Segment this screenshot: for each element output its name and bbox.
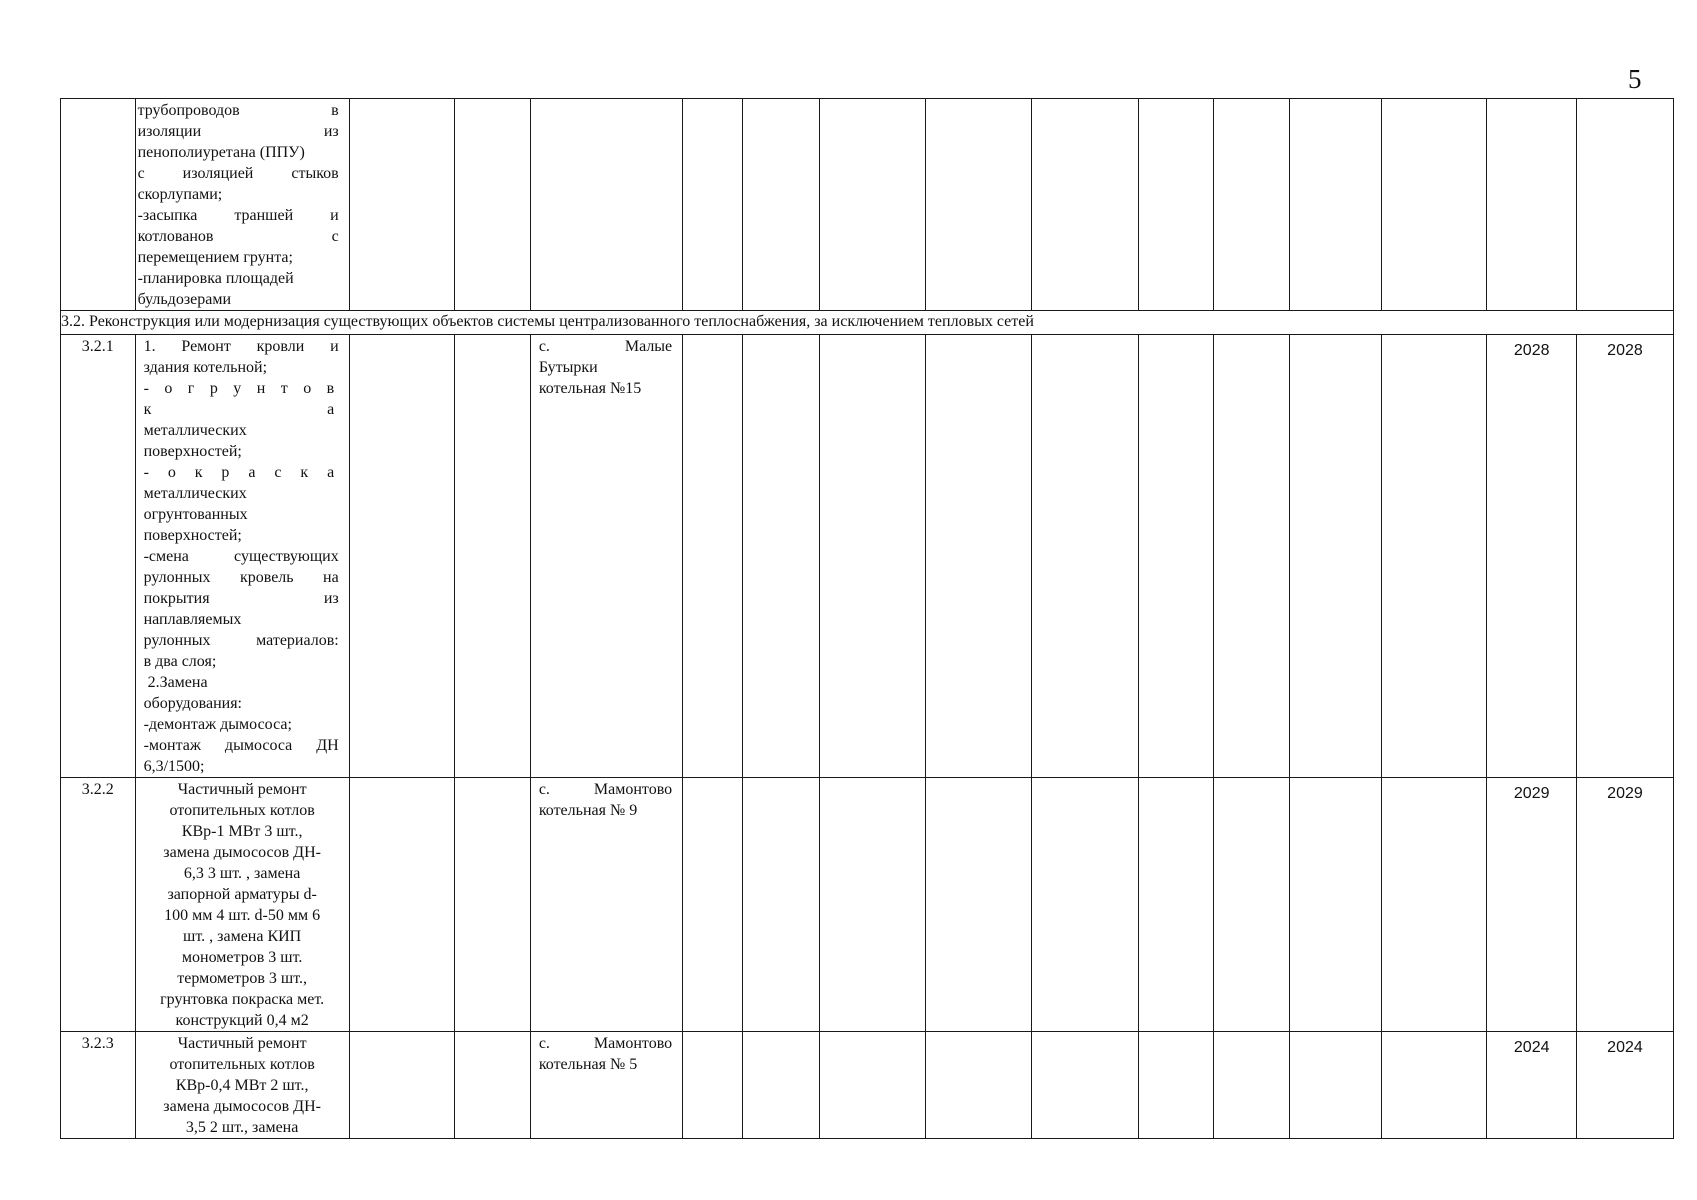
text-line: Частичный ремонт bbox=[177, 1035, 307, 1052]
text-line: -демонтаж дымососа; bbox=[143, 716, 292, 733]
text-line: рулонных кровель на bbox=[143, 569, 339, 586]
section-header-row bbox=[61, 311, 1674, 335]
text-line: - о г р у н т о в к а bbox=[143, 380, 339, 418]
cell-empty bbox=[1031, 335, 1139, 778]
cell-description bbox=[135, 335, 349, 778]
cell-empty bbox=[1139, 778, 1214, 1032]
cell-empty bbox=[926, 335, 1031, 778]
cell-empty bbox=[742, 99, 819, 311]
text-line: наплавляемых bbox=[143, 611, 242, 628]
text-line: 6,3 3 шт. , замена bbox=[183, 865, 301, 882]
year-start: 2028 bbox=[1487, 335, 1576, 778]
text-line: пенополиуретана (ППУ) bbox=[137, 144, 305, 161]
text-line: запорной арматуры d- bbox=[167, 886, 317, 903]
text-line: перемещением грунта; bbox=[137, 249, 293, 266]
table-row bbox=[61, 778, 1674, 1032]
cell-description bbox=[135, 99, 349, 311]
cell-empty bbox=[1031, 99, 1139, 311]
cell-empty bbox=[926, 99, 1031, 311]
text-line: поверхностей; bbox=[143, 443, 242, 460]
text-line: отопительных котлов bbox=[169, 1056, 315, 1073]
cell-empty bbox=[455, 778, 531, 1032]
cell-empty bbox=[926, 1032, 1031, 1139]
text-line: здания котельной; bbox=[143, 359, 268, 376]
text-line: 2.Замена bbox=[143, 674, 208, 691]
text-line: трубопроводов в bbox=[137, 102, 339, 119]
text-line: монометров 3 шт. bbox=[181, 949, 303, 966]
cell-empty bbox=[683, 778, 743, 1032]
cell-empty bbox=[530, 99, 682, 311]
table-row bbox=[61, 335, 1674, 778]
cell-number bbox=[61, 99, 136, 311]
text-line: шт. , замена КИП bbox=[183, 928, 302, 945]
text-line: замена дымососов ДН- bbox=[163, 844, 321, 861]
cell-empty bbox=[1381, 99, 1486, 311]
year-end: 2028 bbox=[1576, 335, 1673, 778]
cell-empty bbox=[683, 99, 743, 311]
cell-empty bbox=[742, 335, 819, 778]
text-line: оборудования: bbox=[143, 695, 242, 712]
year-end: 2029 bbox=[1576, 778, 1673, 1032]
cell-empty bbox=[1381, 1032, 1486, 1139]
text-line: КВр-0,4 МВт 2 шт., bbox=[175, 1077, 309, 1094]
text-line: -планировка площадей bbox=[137, 270, 294, 287]
text-line: в два слоя; bbox=[143, 653, 217, 670]
text-line: Бутырки bbox=[538, 359, 598, 376]
row-number: 3.2.2 bbox=[61, 778, 136, 1032]
cell-empty bbox=[819, 778, 926, 1032]
text-line: скорлупами; bbox=[137, 186, 223, 203]
cell-empty bbox=[1213, 1032, 1290, 1139]
table-row-continued bbox=[61, 99, 1674, 311]
row-number: 3.2.3 bbox=[61, 1032, 136, 1139]
cell-empty bbox=[1031, 1032, 1139, 1139]
cell-empty bbox=[1381, 778, 1486, 1032]
cell-empty bbox=[1139, 99, 1214, 311]
text-line: котельная № 5 bbox=[538, 1056, 638, 1073]
text-line: КВр-1 МВт 3 шт., bbox=[181, 823, 303, 840]
investment-table bbox=[60, 98, 1674, 1139]
cell-empty bbox=[926, 778, 1031, 1032]
cell-empty bbox=[349, 1032, 454, 1139]
cell-empty bbox=[1031, 778, 1139, 1032]
cell-description bbox=[135, 778, 349, 1032]
cell-empty bbox=[1213, 99, 1290, 311]
text-line: покрытия из bbox=[143, 590, 339, 607]
year-start: 2029 bbox=[1487, 778, 1576, 1032]
cell-empty bbox=[1290, 99, 1382, 311]
cell-empty bbox=[1213, 335, 1290, 778]
cell-empty bbox=[1290, 1032, 1382, 1139]
text-line: бульдозерами bbox=[137, 291, 232, 308]
text-line: котлованов с bbox=[137, 228, 339, 245]
text-line: огрунтованных bbox=[143, 506, 248, 523]
text-line: поверхностей; bbox=[143, 527, 242, 544]
text-line: 3,5 2 шт., замена bbox=[185, 1119, 299, 1136]
year-end: 2024 bbox=[1576, 1032, 1673, 1139]
cell-description bbox=[135, 1032, 349, 1139]
text-line: грунтовка покраска мет. bbox=[160, 991, 325, 1008]
table-row bbox=[61, 1032, 1674, 1139]
text-line: -засыпка траншей и bbox=[137, 207, 339, 224]
cell-empty bbox=[349, 778, 454, 1032]
text-line: 1. Ремонт кровли и bbox=[143, 338, 339, 355]
text-line: - о к р а с к а bbox=[143, 464, 339, 481]
cell-empty bbox=[455, 1032, 531, 1139]
text-line: котельная №15 bbox=[538, 380, 642, 397]
row-number: 3.2.1 bbox=[61, 335, 136, 778]
cell-empty bbox=[742, 1032, 819, 1139]
cell-location bbox=[530, 778, 682, 1032]
text-line: замена дымососов ДН- bbox=[163, 1098, 321, 1115]
cell-empty bbox=[349, 335, 454, 778]
text-line: -смена существующих bbox=[143, 548, 339, 565]
cell-empty bbox=[742, 778, 819, 1032]
cell-empty bbox=[1487, 99, 1576, 311]
cell-empty bbox=[1213, 778, 1290, 1032]
cell-empty bbox=[1381, 335, 1486, 778]
text-line: отопительных котлов bbox=[169, 802, 315, 819]
cell-empty bbox=[819, 335, 926, 778]
text-line: металлических bbox=[143, 422, 247, 439]
cell-empty bbox=[455, 335, 531, 778]
year-start: 2024 bbox=[1487, 1032, 1576, 1139]
cell-empty bbox=[349, 99, 454, 311]
section-title: 3.2. Реконструкция или модернизация существующих объектов системы централизованного теплоснабжения, за исключением тепловых сетей bbox=[61, 311, 1674, 335]
cell-empty bbox=[455, 99, 531, 311]
cell-empty bbox=[1290, 778, 1382, 1032]
text-line: 6,3/1500; bbox=[143, 758, 205, 775]
cell-location bbox=[530, 335, 682, 778]
page-number: 5 bbox=[1628, 64, 1642, 94]
text-line: металлических bbox=[143, 485, 247, 502]
text-line: -монтаж дымососа ДН bbox=[143, 737, 339, 754]
text-line: с изоляцией стыков bbox=[137, 165, 339, 182]
text-line: с. Мамонтово bbox=[538, 781, 673, 798]
text-line: термометров 3 шт., bbox=[177, 970, 307, 987]
text-line: с. Малые bbox=[538, 338, 673, 355]
text-line: Частичный ремонт bbox=[177, 781, 307, 798]
cell-empty bbox=[1576, 99, 1673, 311]
text-line: 100 мм 4 шт. d-50 мм 6 bbox=[164, 907, 321, 924]
cell-empty bbox=[683, 1032, 743, 1139]
text-line: котельная № 9 bbox=[538, 802, 638, 819]
cell-empty bbox=[819, 99, 926, 311]
text-line: конструкций 0,4 м2 bbox=[175, 1012, 309, 1029]
cell-empty bbox=[819, 1032, 926, 1139]
cell-empty bbox=[1139, 335, 1214, 778]
cell-empty bbox=[683, 335, 743, 778]
cell-location bbox=[530, 1032, 682, 1139]
cell-empty bbox=[1290, 335, 1382, 778]
text-line: рулонных материалов: bbox=[143, 632, 339, 649]
text-line: с. Мамонтово bbox=[538, 1035, 673, 1052]
cell-empty bbox=[1139, 1032, 1214, 1139]
text-line: изоляции из bbox=[137, 123, 339, 140]
